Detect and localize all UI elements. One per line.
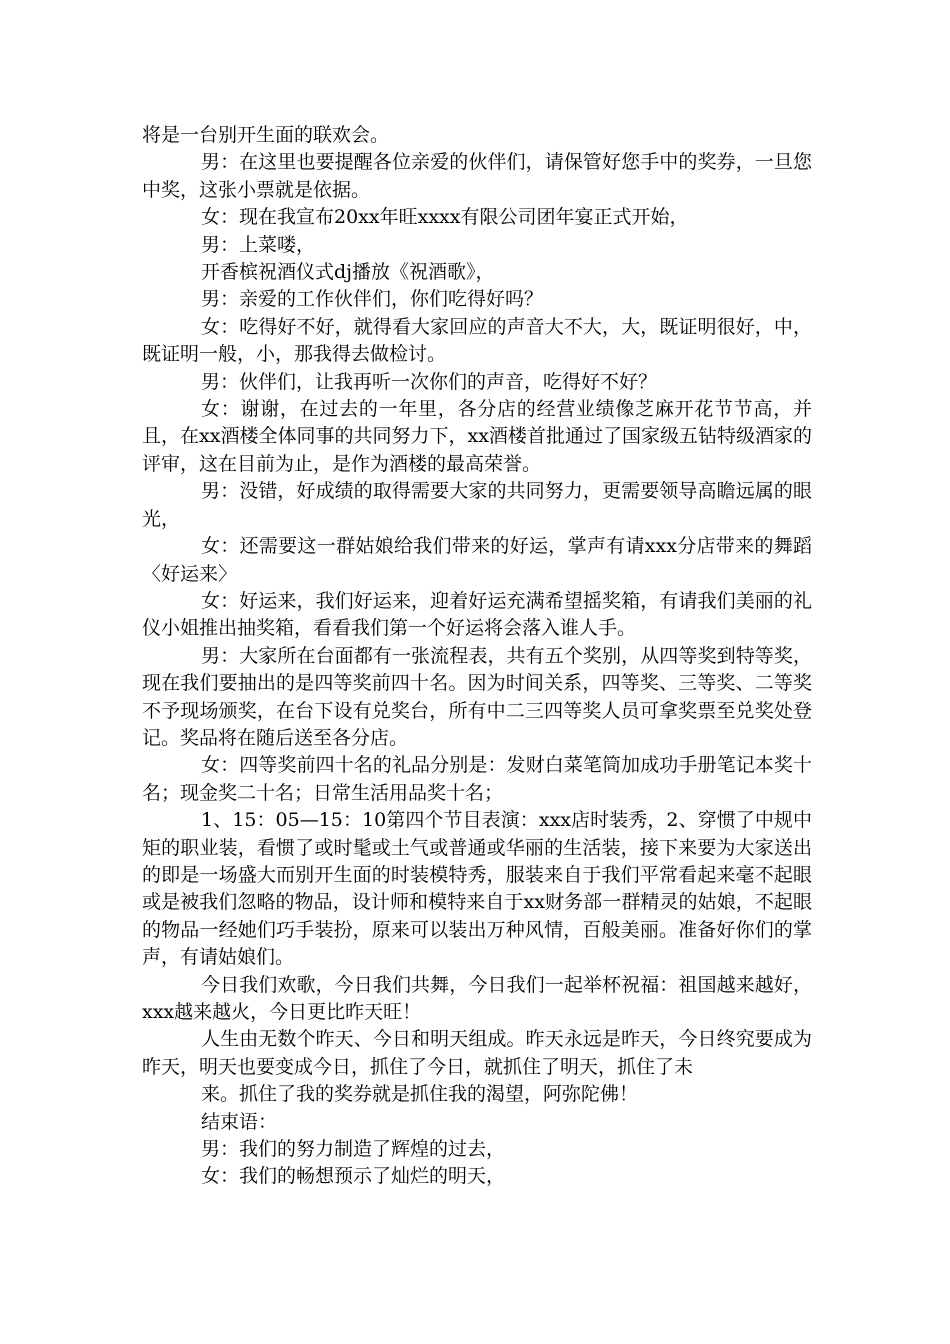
paragraph: 今日我们欢歌，今日我们共舞，今日我们一起举杯祝福：祖国越来越好，xxx越来越火，今日更比昨天旺！ [142,973,812,1023]
paragraph: 1、15：05—15：10第四个节目表演：xxx店时装秀，2、穿惯了中规中矩的职业装，看惯了或时髦或土气或普通或华丽的生活装，接下来要为大家送出的即是一场盛大而别开生面的时装模特秀，服装来自于我们平常看起来毫不起眼或是被我们忽略的物品，设计师和模特来自于xx财务部一群精灵的姑娘，不起眼的物品一经她们巧手装扮，原来可以装出万种风情，百般美丽。准备好你们的掌声，有请姑娘们。 [142,809,812,969]
paragraph: 来。抓住了我的奖券就是抓住我的渴望，阿弥陀佛！ [201,1083,639,1106]
paragraph: 结束语： [201,1110,278,1133]
paragraph: 男：没错，好成绩的取得需要大家的共同努力，更需要领导高瞻远属的眼光， [142,480,812,530]
paragraph: 男：上菜喽， [201,233,316,256]
paragraph: 男：我们的努力制造了辉煌的过去， [201,1138,506,1161]
paragraph: 女：四等奖前四十名的礼品分别是：发财白菜笔筒加成功手册笔记本奖十名；现金奖二十名；日常生活用品奖十名； [142,754,812,804]
paragraph: 男：在这里也要提醒各位亲爱的伙伴们，请保管好您手中的奖券，一旦您中奖，这张小票就是依据。 [142,151,812,201]
paragraph: 男：大家所在台面都有一张流程表，共有五个奖别，从四等奖到特等奖，现在我们要抽出的是四等奖前四十名。因为时间关系，四等奖、三等奖、二等奖不予现场颁奖，在台下设有兑奖台，所有中二三四等奖人员可拿奖票至兑奖处登记。奖品将在随后送至各分店。 [142,644,812,749]
paragraph: 女：谢谢，在过去的一年里，各分店的经营业绩像芝麻开花节节高，并且，在xx酒楼全体同事的共同努力下，xx酒楼首批通过了国家级五钻特级酒家的评审，这在目前为止，是作为酒楼的最高荣誉。 [142,398,812,475]
document-body [142,122,812,1191]
paragraph: 人生由无数个昨天、今日和明天组成。昨天永远是昨天，今日终究要成为昨天，明天也要变成今日，抓住了今日，就抓住了明天，抓住了未 [142,1028,812,1078]
paragraph: 男：伙伴们，让我再听一次你们的声音，吃得好不好？ [201,370,658,393]
paragraph: 男：亲爱的工作伙伴们，你们吃得好吗？ [201,288,544,311]
paragraph: 女：现在我宣布20xx年旺xxxx有限公司团年宴正式开始， [201,206,689,229]
paragraph: 女：吃得好不好，就得看大家回应的声音大不大，大，既证明很好，中，既证明一般，小，那我得去做检讨。 [142,315,812,366]
paragraph: 女：我们的畅想预示了灿烂的明天， [201,1165,506,1188]
paragraph: 女：还需要这一群姑娘给我们带来的好运，掌声有请xxx分店带来的舞蹈〈好运来〉 [142,535,812,585]
paragraph: 将是一台别开生面的联欢会。 [142,124,390,146]
paragraph: 女：好运来，我们好运来，迎着好运充满希望摇奖箱，有请我们美丽的礼仪小姐推出抽奖箱，看看我们第一个好运将会落入谁人手。 [142,589,812,640]
paragraph: 开香槟祝酒仪式dj播放《祝酒歌》， [201,261,495,284]
